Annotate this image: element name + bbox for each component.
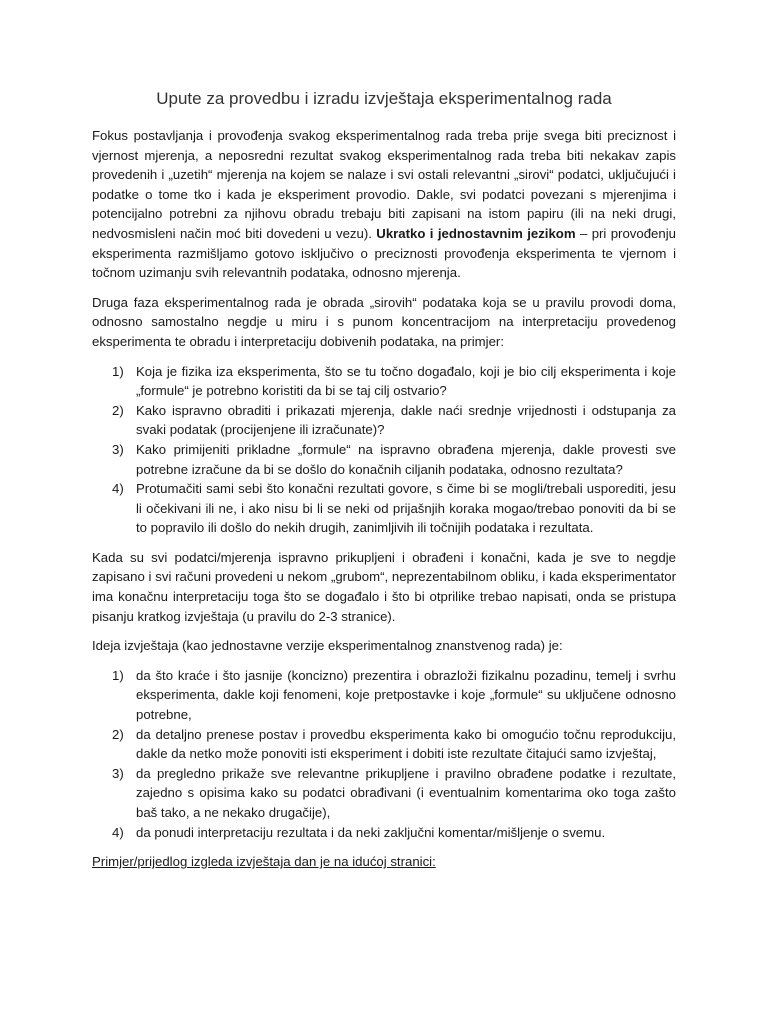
list-number: 2) bbox=[112, 402, 124, 418]
list-item-text: da detaljno prenese postav i provedbu eksperimenta kako bi omogućio točnu reprodukciju, dakle da netko može ponoviti isti eksperiment i dobiti iste rezultate čitajući samo izvještaj, bbox=[136, 726, 676, 762]
list-item-text: da što kraće i što jasnije (koncizno) prezentira i obrazloži fizikalnu pozadinu, temelj i svrhu eksperimenta, dakle koji fenomeni, koje pretpostavke i koje „formule“ su uključene odnosno potrebne, bbox=[136, 667, 676, 723]
list-item bbox=[92, 764, 676, 823]
intro-bold-text: Ukratko i jednostavnim jezikom bbox=[376, 225, 576, 241]
list-item-text: Kako primijeniti prikladne „formule“ na ispravno obrađena mjerenja, dakle provesti sve potrebne izračune da bi se došlo do konačnih ciljanih podataka, odnosno rezultata? bbox=[136, 441, 676, 477]
list-item bbox=[92, 362, 676, 401]
second-phase-paragraph: Druga faza eksperimentalnog rada je obrada „sirovih“ podataka koja se u pravilu provodi doma, odnosno samostalno negdje u miru i s punom koncentracijom na interpretaciju provedenog eksperimenta te obradu i interpretaciju dobivenih podataka, na primjer: bbox=[92, 294, 676, 349]
list-number: 1) bbox=[112, 363, 124, 379]
intro-text-end: – pri provođenju eksperimenta razmišljamo gotovo isključivo o preciznosti provođenja eksperimenta te vjernom i točnom uzimanju svih relevantnih podataka, odnosno mjerenja. bbox=[92, 225, 676, 281]
report-idea-paragraph: Ideja izvještaja (kao jednostavne verzije eksperimentalnog znanstvenog rada) je: bbox=[92, 638, 563, 654]
list-number: 4) bbox=[112, 481, 124, 497]
list-item bbox=[92, 725, 676, 764]
page-title: Upute za provedbu i izradu izvještaja eksperimentalnog rada bbox=[156, 89, 612, 108]
list-item bbox=[92, 401, 676, 440]
list-item-text: da pregledno prikaže sve relevantne prikupljene i pravilno obrađene podatke i rezultate, zajedno s opisima kako su podatci obrađivani (i eventualnim komentarima oko toga zašto baš tako, a ne nekako drugačije), bbox=[136, 765, 676, 820]
list-item bbox=[92, 479, 676, 538]
list-item-text: Koja je fizika iza eksperimenta, što se tu točno događalo, koji je bio cilj eksperimenta i koje „formule“ je potrebno koristiti da bi se taj cilj ostvario? bbox=[136, 363, 676, 399]
list-item-text: Kako ispravno obraditi i prikazati mjerenja, dakle naći srednje vrijednosti i odstupanja za svaki podatak (procijenjene ili izračunate)? bbox=[136, 402, 676, 438]
intro-paragraph bbox=[92, 126, 676, 283]
list-item-text: Protumačiti sami sebi što konačni rezultati govore, s čime bi se mogli/trebali usporediti, jesu li očekivani ili ne, i ako nisu bi li se neki od prijašnjih koraka mogao/trebao ponoviti da bi se to popravilo ili došlo do nekih drugih, zanimljivih ili točnijih podataka i rezultata. bbox=[136, 481, 676, 536]
report-goals-list bbox=[92, 666, 676, 842]
report-writing-paragraph: Kada su svi podatci/mjerenja ispravno prikupljeni i obrađeni i konačni, kada je sve to negdje zapisano i svi računi provedeni u nekom „grubom“, neprezentabilnom obliku, i kada eksperimentator ima konačnu interpretaciju toga što se događalo i što bi otprilike trebao napisati, onda se pristupa pisanju kratkog izvještaja (u pravilu do 2-3 stranice). bbox=[92, 549, 676, 624]
list-item bbox=[92, 823, 676, 843]
document-page bbox=[92, 88, 676, 882]
list-number: 3) bbox=[112, 441, 124, 457]
analysis-steps-list bbox=[92, 362, 676, 538]
list-item bbox=[92, 440, 676, 479]
list-item bbox=[92, 666, 676, 725]
list-item-text: da ponudi interpretaciju rezultata i da neki zaključni komentar/mišljenje o svemu. bbox=[136, 824, 606, 840]
list-number: 2) bbox=[112, 726, 124, 742]
list-number: 1) bbox=[112, 667, 124, 683]
next-page-note: Primjer/prijedlog izgleda izvještaja dan je na idućoj stranici: bbox=[92, 854, 436, 870]
intro-text: Fokus postavljanja i provođenja svakog eksperimentalnog rada treba prije svega biti preciznost i vjernost mjerenja, a neposredni rezultat svakog eksperimentalnog rada treba biti nekakav zapis provedenih i „uzetih“ mjerenja na kojem se nalaze i svi ostali relevantni „sirovi“ podatci, uključujući i podatke o tome tko i kada je eksperiment provodio. Dakle, svi podatci povezani s mjerenjima i potencijalno potrebni za njihovu obradu trebaju biti zapisani na istom papiru (ili na neki drugi, nedvosmisleni način moć biti dovedeni u vezu). bbox=[92, 128, 676, 241]
list-number: 3) bbox=[112, 765, 124, 781]
list-number: 4) bbox=[112, 824, 124, 840]
